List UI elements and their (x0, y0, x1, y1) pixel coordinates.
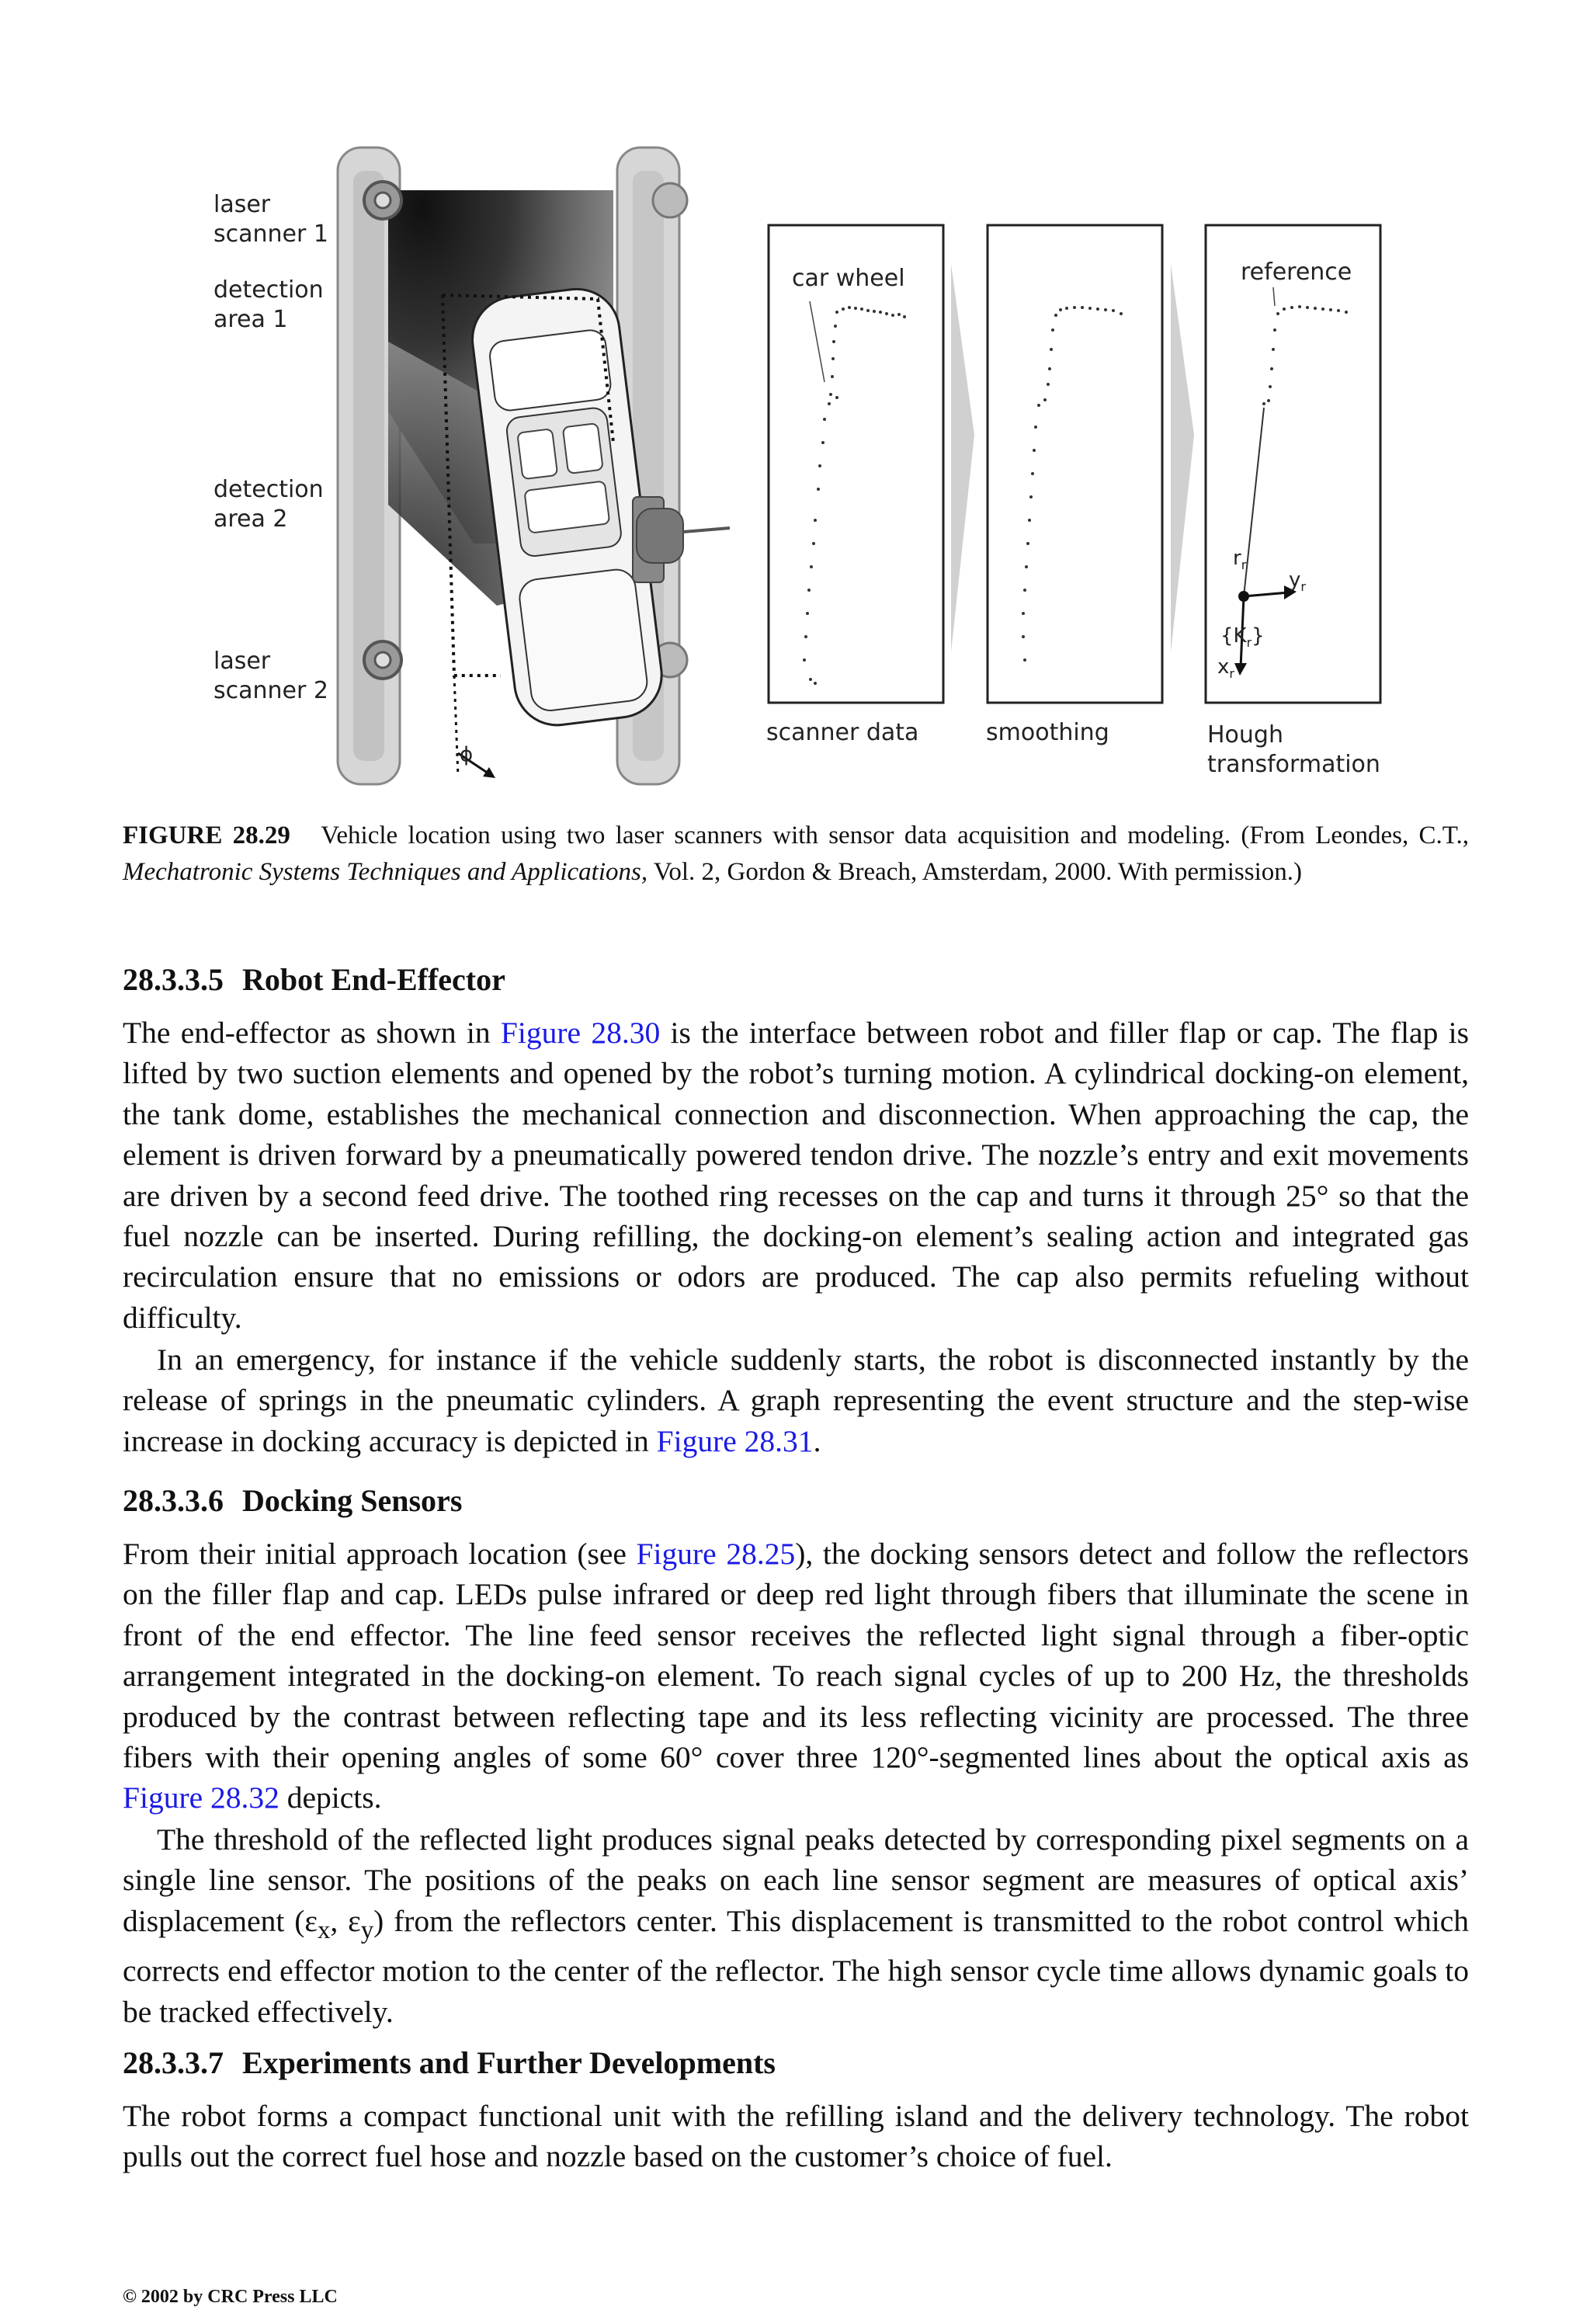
subscript: y (360, 1916, 374, 1944)
section-title: Experiments and Further Developments (242, 2045, 776, 2080)
caption-figure-id: FIGURE 28.29 (123, 822, 290, 849)
label-k: $\{K_r\}$ (1220, 624, 1265, 651)
label-detection-area-2: detection area 2 (214, 476, 324, 533)
section-heading-experiments (123, 2044, 776, 2083)
paragraph (123, 1819, 1469, 2032)
label-x: $x_r$ (1217, 655, 1234, 682)
paragraph-text: depicts. (279, 1780, 382, 1815)
label-scanner-data: scanner data (766, 719, 919, 746)
section-title: Docking Sensors (242, 1483, 463, 1518)
paragraph-text: . (813, 1423, 821, 1458)
scanner-data-panel (769, 225, 943, 703)
paragraph-text: is the interface between robot and filler flap or cap. The flap is lifted by two suction elements and opened by the robot’s turning motion. A cylindrical docking-on element, the tank dome, establishes the mechanical connection and disconnection. When approaching the cap, the element is driven forward by a pneumatically powered tendon drive. The nozzle’s entry and exit movements are driven by a second feed drive. The toothed ring recesses on the cap and turns it through 25° so that the fuel nozzle can be inserted. During refilling, the docking-on element’s sealing action and integrated gas recirculation ensure that no emissions or odors are produced. The cap also permits refueling without difficulty. (123, 1016, 1469, 1335)
paragraph-text: The end-effector as shown in (123, 1016, 501, 1050)
arrow-2 (1171, 264, 1194, 652)
label-phi: ϕ (460, 743, 474, 766)
section-number: 28.3.3.7 (123, 2045, 224, 2080)
label-y: $y_r$ (1289, 568, 1306, 595)
section-number: 28.3.3.5 (123, 962, 224, 997)
smoothing-panel (988, 225, 1162, 703)
paragraph-text: The threshold of the reflected light produces signal peaks detected by corresponding pixel segments on a single line sensor. The positions of the peaks on each line sensor segment are measures of optical axis’ displacement (ε (123, 1822, 1469, 1938)
paragraph (123, 1534, 1469, 1819)
paragraph-text: ), the docking sensors detect and follow the reflectors on the filler flap and cap. LEDs pulse infrared or deep red light through fibers that illuminate the scene in front of the end effector. The line feed sensor receives the reflected light signal through a fiber-optic arrangement integrated in the docking-on element. To reach signal cycles of up to 200 Hz, the thresholds produced by the contrast between reflecting tape and its less reflecting vicinity are processed. The three fibers with their opening angles of some 60° cover three 120°-segmented lines about the optical axis as (123, 1537, 1469, 1775)
paragraph-text: ) from the reflectors center. This displacement is transmitted to the robot control which corrects end effector motion to the center of the reflector. The high sensor cycle time allows dynamic goals to be tracked effectively. (123, 1903, 1470, 2029)
paragraph: The robot forms a compact functional unit with the refilling island and the delivery technology. The robot pulls out the correct fuel hose and nozzle based on the customer’s choice of fuel. (123, 2099, 1469, 2174)
copyright-footer: © 2002 by CRC Press LLC (123, 2287, 338, 2307)
section-heading-robot-end-effector (123, 961, 505, 999)
label-laser-scanner-2: laser scanner 2 (214, 648, 328, 704)
label-car-wheel: car wheel (792, 265, 905, 292)
caption-text-1: Vehicle location using two laser scanners with sensor data acquisition and modeling. (From Leondes, C.T., (321, 822, 1470, 849)
label-reference: reference (1241, 259, 1352, 286)
label-hough-transformation: Hough transformation (1207, 721, 1380, 778)
section-number: 28.3.3.6 (123, 1483, 224, 1518)
figure-link[interactable]: Figure 28.32 (123, 1780, 279, 1815)
section-title: Robot End-Effector (242, 962, 505, 997)
paragraph-text: , ε (330, 1903, 361, 1938)
paragraph-text: From their initial approach location (see (123, 1537, 637, 1571)
caption-text-2: Vol. 2, Gordon & Breach, Amsterdam, 2000. With permission.) (647, 858, 1302, 886)
paragraph (123, 1339, 1469, 1461)
arrow-1 (951, 264, 974, 652)
paragraph (123, 1013, 1469, 1338)
label-smoothing: smoothing (986, 719, 1109, 746)
label-r: $r_r$ (1233, 547, 1247, 573)
figure-illustration (194, 140, 1413, 792)
caption-book-title: Mechatronic Systems Techniques and Applications, (123, 858, 648, 886)
figure-link[interactable]: Figure 28.30 (500, 1016, 661, 1050)
figure-28-29 (194, 140, 1413, 792)
figure-link[interactable]: Figure 28.25 (636, 1537, 796, 1571)
section-heading-docking-sensors (123, 1482, 462, 1520)
figure-link[interactable]: Figure 28.31 (656, 1423, 814, 1458)
label-laser-scanner-1: laser scanner 1 (214, 191, 328, 248)
label-detection-area-1: detection area 1 (214, 276, 324, 333)
subscript: x (317, 1916, 331, 1944)
paragraph-text: In an emergency, for instance if the vehicle suddenly starts, the robot is disconnected instantly by the release of springs in the pneumatic cylinders. A graph representing the event structure and the step-wise increase in docking accuracy is depicted in (123, 1343, 1469, 1458)
figure-caption (123, 818, 1469, 891)
